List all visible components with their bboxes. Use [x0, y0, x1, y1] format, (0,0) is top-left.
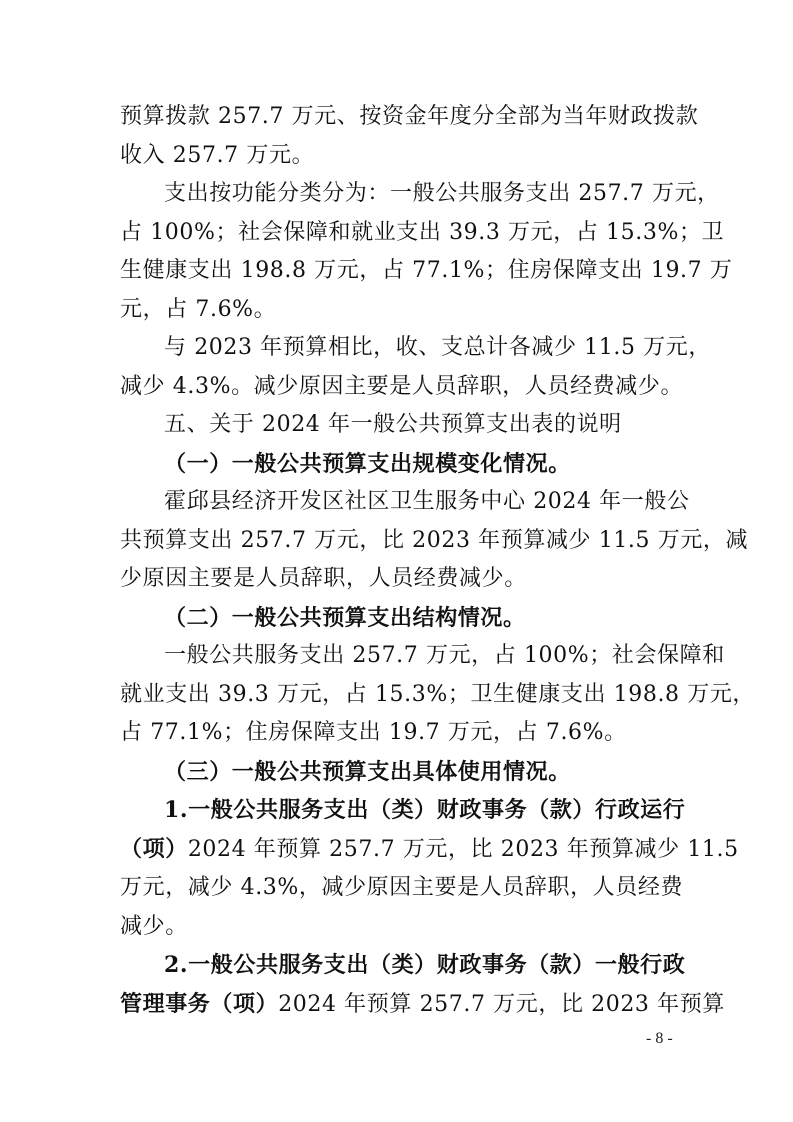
paragraph-line: 元，占 7.6%。	[120, 296, 277, 322]
paragraph-line: 霍邱县经济开发区社区卫生服务中心 2024 年一般公	[164, 489, 690, 514]
paragraph-line: 减少 4.3%。减少原因主要是人员辞职，人员经费减少。	[120, 373, 684, 399]
paragraph-line: 占 100%；社会保障和就业支出 39.3 万元，占 15.3%；卫	[120, 219, 725, 245]
paragraph-line: 生健康支出 198.8 万元，占 77.1%；住房保障支出 19.7 万	[120, 258, 733, 283]
paragraph-line: 预算拨款 257.7 万元、按资金年度分全部为当年财政拨款	[120, 104, 699, 129]
paragraph-line: 共预算支出 257.7 万元，比 2023 年预算减少 11.5 万元，减	[120, 527, 749, 553]
paragraph-line: 少原因主要是人员辞职，人员经费减少。	[120, 566, 527, 591]
paragraph-line: 收入 257.7 万元。	[120, 142, 315, 168]
paragraph-line: 就业支出 39.3 万元，占 15.3%；卫生健康支出 198.8 万元，	[120, 681, 756, 707]
paragraph-line: 占 77.1%；住房保障支出 19.7 万元，占 7.6%。	[120, 720, 627, 745]
item-text: 2024 年预算 257.7 万元，比 2023 年预算	[278, 991, 725, 1017]
section-heading: 五、关于 2024 年一般公共预算支出表的说明	[164, 412, 622, 437]
item-heading: 2.一般公共服务支出（类）财政事务（款）一般行政	[164, 952, 686, 978]
paragraph-line: 一般公共服务支出 257.7 万元，占 100%；社会保障和	[164, 643, 725, 668]
item-text: 2024 年预算 257.7 万元，比 2023 年预算减少 11.5	[187, 836, 739, 862]
paragraph-line	[120, 985, 725, 1025]
item-label: （项）	[120, 835, 188, 862]
paragraph-line: 与 2023 年预算相比，收、支总计各减少 11.5 万元，	[164, 335, 711, 360]
paragraph-line: 支出按功能分类分为：一般公共服务支出 257.7 万元，	[164, 181, 720, 206]
subsection-heading: （一）一般公共预算支出规模变化情况。	[164, 450, 571, 477]
subsection-heading: （三）一般公共预算支出具体使用情况。	[164, 758, 571, 785]
paragraph-line	[120, 830, 739, 870]
item-heading: 1.一般公共服务支出（类）财政事务（款）行政运行	[164, 797, 686, 823]
subsection-heading: （二）一般公共预算支出结构情况。	[164, 604, 526, 631]
page-number: - 8 -	[646, 1030, 673, 1047]
paragraph-line: 减少。	[120, 913, 188, 939]
paragraph-line: 万元，减少 4.3%，减少原因主要是人员辞职，人员经费	[120, 875, 684, 900]
document-body	[120, 98, 756, 1024]
item-label: 管理事务（项）	[120, 990, 279, 1017]
